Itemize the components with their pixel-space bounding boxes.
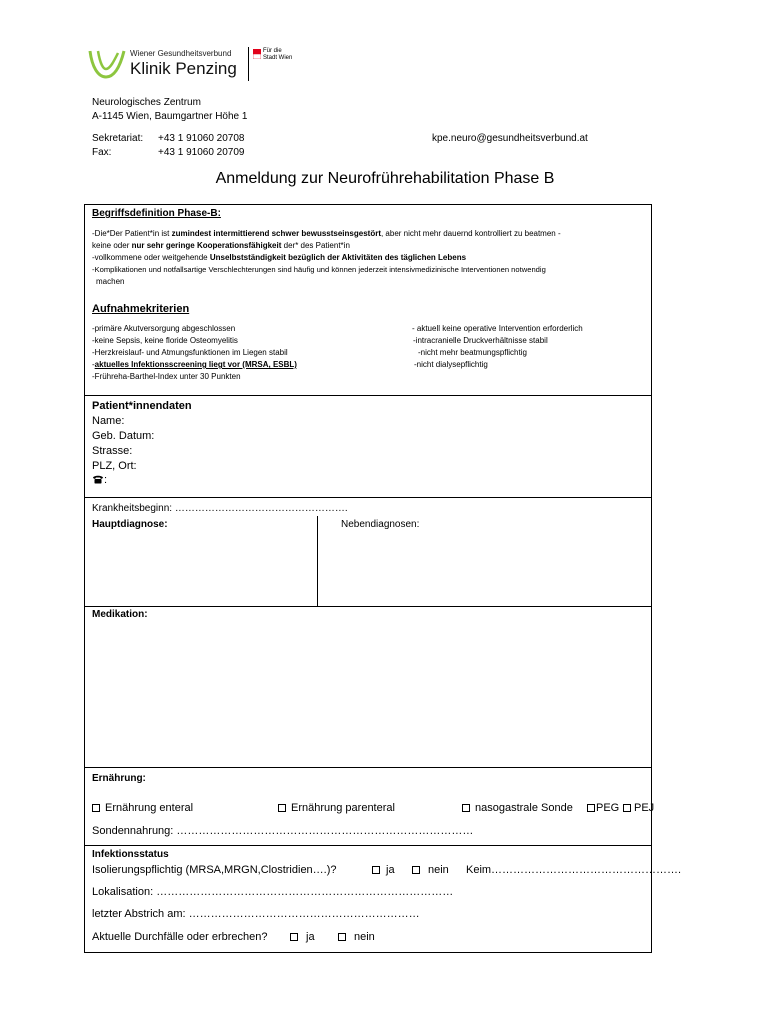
checkbox-icon — [278, 804, 286, 812]
nutrition-heading: Ernährung: — [92, 773, 146, 784]
patient-phone-field[interactable]: : — [92, 474, 107, 486]
patient-plz-field[interactable]: PLZ, Ort: — [92, 460, 137, 472]
criteria-right-1: - aktuell keine operative Intervention erforderlich — [412, 324, 583, 333]
diarrhea-no-checkbox[interactable]: nein — [338, 931, 375, 943]
checkbox-icon — [462, 804, 470, 812]
criteria-left-2: -keine Sepsis, keine floride Osteomyelitis — [92, 336, 238, 345]
page-title: Anmeldung zur Neurofrührehabilitation Phase B — [215, 170, 555, 187]
diarrhea-question: Aktuelle Durchfälle oder erbrechen? — [92, 931, 268, 943]
checkbox-icon — [92, 804, 100, 812]
street-address: A-1145 Wien, Baumgartner Höhe 1 — [92, 111, 248, 122]
pej-checkbox[interactable]: PEJ — [623, 802, 654, 814]
email[interactable]: kpe.neuro@gesundheitsverbund.at — [432, 133, 588, 144]
criteria-right-4: -nicht dialysepflichtig — [414, 360, 488, 369]
sekretariat-phone: +43 1 91060 20708 — [158, 133, 245, 144]
divider-4 — [84, 767, 652, 768]
checkbox-icon — [412, 866, 420, 874]
secondary-diagnosis-label[interactable]: Nebendiagnosen: — [341, 519, 420, 530]
divider-1 — [84, 395, 652, 396]
patient-heading: Patient*innendaten — [92, 400, 192, 412]
diagnosis-divider — [317, 516, 318, 606]
checkbox-icon — [372, 866, 380, 874]
probe-feeding-field[interactable]: Sondennahrung: ……………………………………………………………………… — [92, 825, 474, 837]
checkbox-icon — [290, 933, 298, 941]
criteria-left-5: -Frühreha-Barthel-Index unter 30 Punkten — [92, 372, 241, 381]
infection-heading: Infektionsstatus — [92, 849, 169, 860]
checkbox-icon — [623, 804, 631, 812]
criteria-left-1: -primäre Akutversorgung abgeschlossen — [92, 324, 236, 333]
isolation-question: Isolierungspflichtig (MRSA,MRGN,Clostridien….)? — [92, 864, 337, 876]
criteria-left-3: -Herzkreislauf- und Atmungsfunktionen im Liegen stabil — [92, 348, 288, 357]
peg-checkbox[interactable]: PEG — [587, 802, 619, 814]
divider-2 — [84, 497, 652, 498]
criteria-right-3: -nicht mehr beatmungspflichtig — [418, 348, 527, 357]
definition-line-3: -vollkommene oder weitgehende Unselbstständigkeit bezüglich der Aktivitäten des täglichen Lebens — [92, 253, 467, 262]
definition-line-5: machen — [96, 277, 125, 286]
clinic-logo — [88, 47, 298, 83]
checkbox-icon — [587, 804, 595, 812]
enteral-checkbox[interactable]: Ernährung enteral — [92, 802, 193, 814]
germ-field[interactable]: Keim……………………………………………. — [466, 864, 682, 876]
criteria-left-4: -aktuelles Infektionsscreening liegt vor (MRSA, ESBL) — [92, 360, 297, 369]
patient-dob-field[interactable]: Geb. Datum: — [92, 430, 155, 442]
definition-line-1: -Die*Der Patient*in ist zumindest intermittierend schwer bewusstseinsgestört, aber nicht mehr dauernd kontrolliert zu beatmen - — [92, 229, 561, 238]
isolation-yes-checkbox[interactable]: ja — [372, 864, 395, 876]
fax-phone: +43 1 91060 20709 — [158, 147, 245, 158]
fax-label: Fax: — [92, 147, 112, 158]
nasogastric-checkbox[interactable]: nasogastrale Sonde — [462, 802, 573, 814]
last-swab-field[interactable]: letzter Abstrich am: ……………………………………………………… — [92, 908, 420, 920]
city-line1: Für die — [263, 48, 282, 54]
wien-flag-icon — [253, 49, 261, 59]
diarrhea-yes-checkbox[interactable]: ja — [290, 931, 315, 943]
patient-name-field[interactable]: Name: — [92, 415, 125, 427]
definition-heading: Begriffsdefinition Phase-B: — [92, 208, 221, 219]
onset-field[interactable]: Krankheitsbeginn: ……………………………………………. — [92, 503, 348, 514]
dept-name: Neurologisches Zentrum — [92, 97, 201, 108]
logo-mark-icon — [88, 47, 126, 81]
parenteral-checkbox[interactable]: Ernährung parenteral — [278, 802, 395, 814]
org-line: Wiener Gesundheitsverbund — [130, 49, 232, 58]
form-box — [84, 204, 652, 953]
patient-street-field[interactable]: Strasse: — [92, 445, 133, 457]
sekretariat-label: Sekretariat: — [92, 133, 144, 144]
isolation-no-checkbox[interactable]: nein — [412, 864, 449, 876]
criteria-right-2: -intracranielle Druckverhältnisse stabil — [413, 336, 548, 345]
definition-line-4: -Komplikationen und notfallsartige Verschlechterungen sind häufig und können jederzeit intensivmedizinische Interventionen notwendig — [92, 265, 546, 274]
medication-label[interactable]: Medikation: — [92, 609, 148, 620]
checkbox-icon — [338, 933, 346, 941]
divider-5 — [84, 845, 652, 846]
localisation-field[interactable]: Lokalisation: ……………………………………………………………………… — [92, 886, 454, 898]
main-diagnosis-label[interactable]: Hauptdiagnose: — [92, 519, 168, 530]
telephone-icon — [92, 474, 104, 484]
criteria-heading: Aufnahmekriterien — [92, 303, 190, 315]
definition-line-2: keine oder nur sehr geringe Kooperationsfähigkeit der* des Patient*in — [92, 241, 350, 250]
clinic-name: Klinik Penzing — [130, 59, 237, 78]
logo-divider — [248, 47, 249, 81]
city-line2: Stadt Wien — [263, 55, 293, 61]
divider-3 — [84, 606, 652, 607]
